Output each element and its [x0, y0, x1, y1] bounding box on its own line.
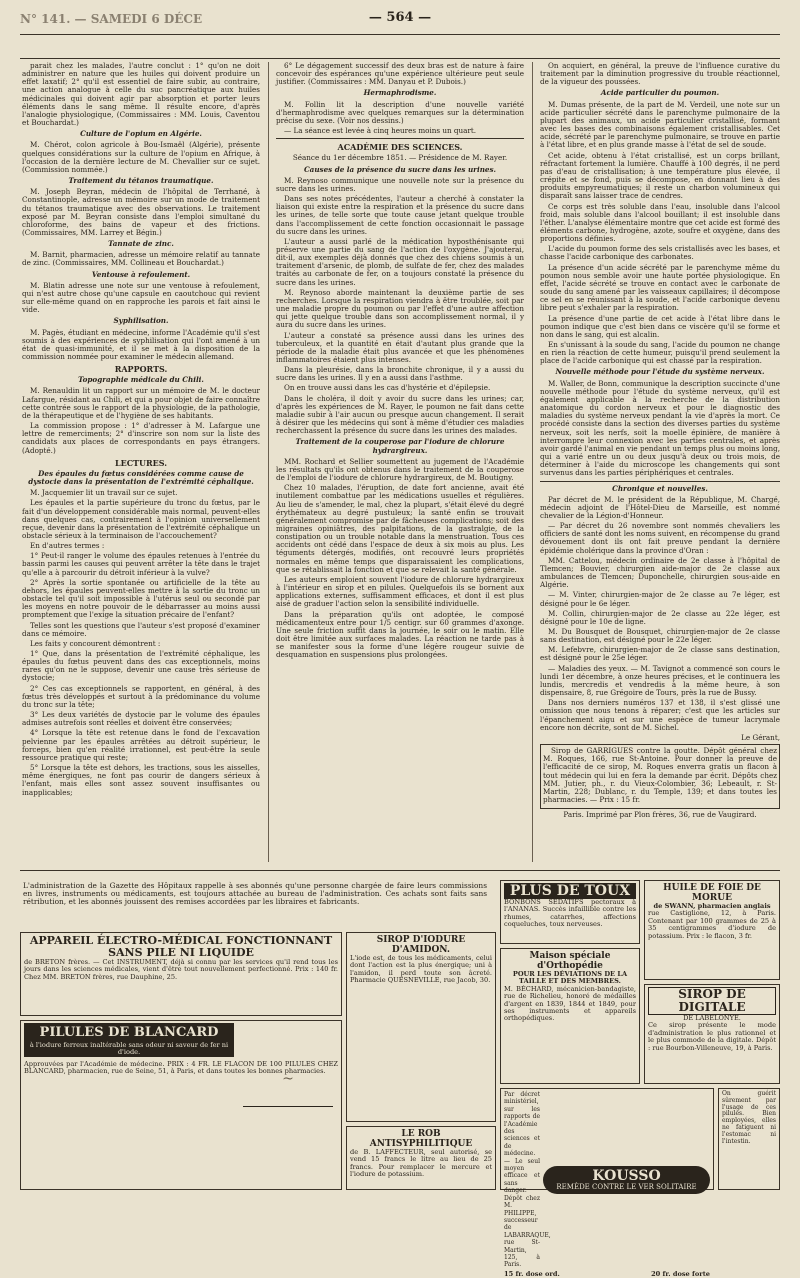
- ad-subtitle: à l'iodure ferreux inaltérable sans odeur ni saveur de fer ni d'iode.: [24, 1042, 234, 1057]
- paragraph: MM. Rochard et Sellier soumettent au jugement de l'Académie les résultats qu'ils ont obtenus dans le traitement de la couperose de l'emploi de l'iodure de chlorure hydrargireux, de M. Boutigny.: [276, 456, 524, 483]
- paragraph: M. Pagès, étudiant en médecine, informe l'Académie qu'il s'est soumis à des expériences de syphilisation qui l'ont amené à un état de quasi-immunité, et il se met à la disposition de la commission nommée pour examiner le médecin allemand.: [22, 327, 260, 361]
- ad-plus-de-toux: [500, 880, 640, 944]
- paragraph: parait chez les malades, l'autre conclut : 1° qu'on ne doit administrer en nature que les huiles qui doivent produire un effet laxatif; 2° qu'il est essentiel de faire subir, au contraire, une action analogue à celle du suc pancréatique aux huiles médicinales qui doivent agir par absorption et porter leurs éléments dans le sang même. Il résulte encore, d'après l'analogie physiologique, (Commissaires : MM. Louis, Caventou et Bouchardat.): [22, 61, 260, 128]
- paragraph: La présence d'une partie de cet acide à l'état libre dans le poumon indique que c'est bien dans ce viscère qu'il se forme et non dans le sang, qui est alcalin.: [540, 313, 780, 339]
- ad-title: SIROP DE DIGITALE: [648, 987, 776, 1015]
- paragraph: 1° Peut-il ranger le volume des épaules retenues à l'entrée du bassin parmi les causes qui peuvent arrêter la tête dans le trajet qu'elle a à parcourir du détroit inférieur à la vulve?: [22, 551, 260, 577]
- price-ordinary: 15 fr. dose ord.: [504, 1269, 560, 1278]
- header-rule-2: [20, 58, 780, 59]
- ad-kousso: [500, 1088, 714, 1278]
- paragraph: M. Lefebvre, chirurgien-major de 2e classe sans destination, est désigné pour le 25e léger.: [540, 645, 780, 663]
- paragraph: 5° Lorsque la tête est dehors, les tractions, sous les aisselles, même énergiques, ne font pas courir de dangers sérieux à l'enfant, mais elles sont assez souvent insuffisantes ou inapplicables;: [22, 763, 260, 797]
- paragraph: Dans ses notes précédentes, l'auteur a cherché à constater la liaison qui existe entre la respiration et la présence du sucre dans les urines, de telle sorte que toute cause jetant quelque trouble dans l'accomplissement de cette fonction occasionnait le passage du sucre dans les urines.: [276, 194, 524, 236]
- section-heading: Ventouse à refoulement.: [91, 269, 191, 279]
- header-rule: [20, 34, 780, 35]
- paragraph: — La séance est levée à cinq heures moins un quart.: [284, 126, 477, 136]
- paragraph: Dans nos derniers numéros 137 et 138, il s'est glissé une omission que nous tenons à réparer; c'est que les articles sur l'épanchement aigu et sur une espèce de tumeur lacrymale encore non décrite, sont de M. Sichel.: [540, 698, 780, 732]
- ad-title: PLUS DE TOUX: [504, 883, 636, 899]
- administration-notice: L'administration de la Gazette des Hôpitaux rappelle à ses abonnés qu'une personne chargée de faire leurs commissions en livres, instruments ou médicaments, est toujours attachée au bureau de l'administration. Ces achats sont faits sans rétribution, et les abonnés jouissent des remises accordées par les libraires et fabricants.: [23, 881, 487, 907]
- ad-text: L'iode est, de tous les médicaments, celui dont l'action est la plus énergique; uni à l'amidon, il perd toute son âcreté. Pharmacie QUESNEVILLE, rue Jacob, 30.: [350, 954, 492, 985]
- paragraph: L'auteur a aussi parlé de la médication hyposthénisante qui préserve une partie du sang de l'action de l'oxygène. J'ajouterai, dit-il, aux exemples déjà donnés que chez des chiens soumis à un traitement d'arsenic, de plomb, de sulfate de fer, chez des malades traités au carbonate de fer, on a toujours constaté la présence du sucre dans les urines.: [276, 236, 524, 287]
- column-2: [276, 62, 524, 862]
- paragraph: M. Follin lit la description d'une nouvelle variété d'hermaphrodisme avec quelques remarques sur la détermination précise du sexe. (Voir nos dessins.): [276, 99, 524, 125]
- paragraph: M. Barnit, pharmacien, adresse un mémoire relatif au tannate de zinc. (Commissaires, MM. Collineau et Bouchardat.): [22, 250, 260, 268]
- ad-rob-antisyphilitique: [346, 1126, 496, 1190]
- section-heading: Hermaphrodisme.: [363, 88, 437, 98]
- paragraph: — Maladies des yeux. — M. Tavignot a commencé son cours le lundi 1er décembre, à onze heures précises, et le continuera les lundis, mercredis et vendredis à la même heure, à son dispensaire, 8, rue Grégoire de Tours, près la rue de Bussy.: [540, 663, 780, 698]
- ads-rule: [20, 870, 780, 871]
- paragraph: M. Reynoso aborde maintenant la deuxième partie de ses recherches. Lorsque la respiration viendra à être troublée, soit par une maladie propre du poumon ou par l'effet d'une autre affection qui jette quelque trouble dans son accomplissement normal, il y aura du sucre dans les urines.: [276, 287, 524, 330]
- paragraph: En d'autres termes :: [30, 541, 105, 551]
- ad-huile-foie-morue: [644, 880, 780, 980]
- paragraph: 6° Le dégagement successif des deux bras est de nature à faire concevoir des espérances qu'une expérience ultérieure peut seule justifier. (Commissaires : MM. Danyau et P. Dubois.): [276, 61, 524, 87]
- garrigues-ad: Sirop de GARRIGUES contre la goutte. Dépôt général chez M. Roques, 166, rue St-Antoine. Pour donner la preuve de l'efficacité de ce sirop, M. Roques enverra gratis un flacon à tout médecin qui lui en fera la demande par écrit. Dépôts chez MM. Jutier, ph., r. du Vieux-Colombier, 36; Lebeault, r. St-Martin, 228; Dublanc, r. du Temple, 139; et dans toutes les pharmacies. — Prix : 15 fr.: [543, 746, 777, 804]
- ad-title: LE ROB ANTISYPHILITIQUE: [369, 1129, 473, 1149]
- section-heading: Syphilisation.: [113, 316, 169, 326]
- paragraph: L'auteur a constaté sa présence aussi dans les urines des tuberculeux, et la quantité en était d'autant plus grande que la période de la maladie était plus avancée et que les phénomènes inflammatoires étaient plus intenses.: [276, 330, 524, 364]
- section-heading: Causes de la présence du sucre dans les urines.: [303, 164, 497, 174]
- paragraph: Les auteurs emploient souvent l'iodure de chlorure hydrargireux à l'intérieur en sirop et en pilules. Quelquefois ils se bornent aux applications externes, suffisamment efficaces, et dont il est plus aisé de graduer l'action selon la sensibilité individuelle.: [276, 574, 524, 609]
- paragraph: Les faits y concourent démontrent :: [30, 638, 161, 648]
- ad-subtitle: REMÈDE CONTRE LE VER SOLITAIRE: [556, 1182, 697, 1191]
- ad-title: SIROP D'IODURE D'AMIDON.: [376, 935, 466, 955]
- ad-text: de BRETON frères. — Cet INSTRUMENT, déjà si connu par les services qu'il rend tous les jours dans les sciences médicales, vient d'être tout nouvellement perfectionné. Prix : 140 fr. Chez MM. BRETON frères, rue Dauphine, 25.: [24, 958, 338, 981]
- ad-sirop-iodure: [346, 932, 496, 1122]
- paragraph: Dans la préparation qu'ils ont adoptée, le composé médicamenteux entre pour 1/5 centigr. sur 60 grammes d'axonge. Une seule friction suffit dans la journée, le soir ou le matin. Elle doit être limitée aux surfaces malades. La réaction ne tarde pas à se manifester sous la forme d'une légère rougeur suivie de desquamation en suspensions plus prolongées.: [276, 609, 524, 660]
- paragraph: En s'unissant à la soude du sang, l'acide du poumon ne change en rien la réaction de cette humeur, puisqu'il prend seulement la place de l'acide carbonique qui est chassé par la respiration.: [540, 340, 780, 366]
- paragraph: M. Dumas présente, de la part de M. Verdeil, une note sur un acide particulier sécrété dans le parenchyme pulmonaire de la plupart des animaux, un acide particulier cristallisé, formant avec les bases des combinaisons également cristallisables. Cet acide, sécrété par le parenchyme pulmonaire, se trouve en partie à l'état libre, et en plus grande masse à l'état de sel de soude.: [540, 99, 780, 150]
- paragraph: Cet acide, obtenu à l'état cristallisé, est un corps brillant, réfractant fortement la lumière. Chauffé à 100 degrés, il ne perd pas d'eau de cristallisation; à une température plus élevée, il crépite et se fond, puis se décompose, en donnant lieu à des produits empyreumatiques; il reste un charbon volumineux qui disparaît sans laisser trace de cendres.: [540, 150, 780, 201]
- ad-text: Approuvées par l'Académie de médecine. PRIX : 4 FR. LE FLACON DE 100 PILULES CHEZ BLANCARD, pharmacien, rue de Seine, 51, à Paris, et dans toutes les bonnes pharmacies.: [24, 1059, 338, 1076]
- price-strong: 20 fr. dose forte: [651, 1269, 710, 1278]
- signature-line: Le Gérant,: [741, 732, 780, 742]
- section-heading: Tannate de zinc.: [108, 239, 174, 249]
- section-heading: Nouvelle méthode pour l'étude du système nerveux.: [555, 367, 765, 377]
- printer-line: Paris. Imprimé par Plon frères, 36, rue de Vaugirard.: [563, 810, 757, 820]
- ad-text: Par décret ministériel, sur les rapports de l'Académie des sciences et de médecine. — Le seul moyen efficace et sans danger. Dépôt chez M. PHILIPPE, successeur de LABARRAQUE, rue St-Martin, 125, à Paris.: [504, 1091, 551, 1269]
- paragraph: La présence d'un acide sécrété par le parenchyme même du poumon nous semble avoir une haute portée physiologique. En effet, l'acide sécrété se trouve en contact avec le carbonate de soude du sang amené par les vaisseaux capillaires; il décompose ce sel en se réunissant à la soude, et l'acide carbonique devenu libre peut s'exhaler par la respiration.: [540, 262, 780, 313]
- ad-title: HUILE DE FOIE DE MORUE: [663, 883, 761, 903]
- session-line: Séance du 1er décembre 1851. — Présidence de M. Rayer.: [292, 153, 508, 163]
- section-heading: Chronique et nouvelles.: [612, 483, 708, 493]
- academy-heading: ACADÉMIE DES SCIENCES.: [337, 142, 463, 153]
- paragraph: Ce corps est très soluble dans l'eau, insoluble dans l'alcool froid, mais soluble dans l'alcool bouillant; il est insoluble dans l'éther. L'analyse élémentaire montre que cet acide est formé des éléments carbone, hydrogène, azote, soufre et oxygène, dans des proportions définies.: [540, 201, 780, 244]
- ad-subtitle: de SWANN, pharmacien anglais: [653, 902, 771, 910]
- paragraph: M. Du Bousquet de Bousquet, chirurgien-major de 2e classe sans destination, est désigné pour le 22e léger.: [540, 627, 780, 645]
- paragraph: Par décret de M. le président de la République, M. Chargé, médecin adjoint de l'Hôtel-Dieu de Marseille, est nommé chevalier de la Légion-d'Honneur.: [540, 494, 780, 520]
- ad-pilules-side: [718, 1088, 780, 1190]
- paragraph: M. Renauldin lit un rapport sur un mémoire de M. le docteur Lafargue, résidant au Chili, et qui a pour objet de faire connaître cette contrée sous le rapport de la physiologie, de la pathologie, de la thérapeutique et de l'hygiène de ses habitants.: [22, 386, 260, 420]
- section-heading: RAPPORTS.: [114, 364, 168, 375]
- section-heading: Des épaules du fœtus considérées comme cause de dystocie dans la présentation de l'extrémité céphalique.: [28, 468, 254, 487]
- ad-text: BONBONS SÉDATIFS pectoraux à l'ANANAS. Succès infaillible contre les rhumes, catarrhes, affections coqueluches, toux nerveuses.: [504, 898, 636, 929]
- paragraph: On en trouve aussi dans les cas d'hystérie et d'épilepsie.: [284, 383, 491, 393]
- section-heading: Topographie médicale du Chili.: [78, 375, 204, 385]
- issue-label: N° 141. — SAMEDI 6 DÉCE: [20, 12, 203, 26]
- ad-title: PILULES DE BLANCARD: [24, 1023, 234, 1042]
- column-3: [540, 62, 780, 862]
- ad-subtitle: DE LABÉLONYE.: [683, 1014, 741, 1022]
- column-divider: [532, 62, 533, 862]
- paragraph: On acquiert, en général, la preuve de l'influence curative du traitement par la diminution progressive du trouble réactionnel, de la vigueur des poussées.: [540, 61, 780, 87]
- section-heading: Traitement de la couperose par l'iodure de chlorure hydrargireux.: [295, 437, 505, 455]
- page-number: — 564 —: [368, 10, 432, 25]
- ad-title: Maison spéciale d'Orthopédie: [529, 951, 611, 971]
- paragraph: Telles sont les questions que l'auteur s'est proposé d'examiner dans ce mémoire.: [22, 620, 260, 638]
- ad-text: Ce sirop présente le mode d'administration le plus rationnel et le plus commode de la digitale. Dépôt : rue Bourbon-Villeneuve, 19, à Paris.: [648, 1021, 776, 1052]
- column-divider: [268, 62, 269, 862]
- paragraph: M. Joseph Beyran, médecin de l'hôpital de Terrhané, à Constantinople, adresse un mémoire sur un mode de traitement du tétanos traumatique avec des observations. Le traitement exposé par M. Beyran consiste dans l'emploi simultané du chloroforme, des bains de vapeur et des frictions. (Commissaires, MM. Larrey et Bégin.): [22, 187, 260, 237]
- paragraph: Chez 10 malades, l'éruption, de date fort ancienne, avait été inutilement combattue par les médications usuelles et régulières. Au lieu de s'amender, le mal, chez la plupart, s'était élevé du degré érythémateux au degré pustuleux; la santé enfin se trouvait généralement compromise par de fâcheuses complications; soit des migraines opiniâtres, des palpitations, de la gastralgie, de la constipation ou un trouble notable dans la menstruation. Tous ces accidents ont cédé dans l'espace de deux à six mois au plus. Les téguments détergés, modifiés, ont recouvré leurs propriétés normales en même temps que disparaissaient les complications, que se rétablissait la fonction et que se relevait la santé générale.: [276, 483, 524, 574]
- ad-sirop-digitale: [644, 984, 780, 1084]
- paragraph: M. Jacquemier lit un travail sur ce sujet.: [30, 488, 178, 498]
- paragraph: 1° Que, dans la présentation de l'extrémité céphalique, les épaules du fœtus peuvent dans des cas exceptionnels, moins rares qu'on ne le suppose, devenir une cause très sérieuse de dystocie;: [22, 649, 260, 683]
- paragraph: 2° Ces cas exceptionnels se rapportent, en général, à des fœtus très développés et surtout à la prédominance du volume du tronc sur la tête;: [22, 683, 260, 709]
- ad-subtitle: POUR LES DÉVIATIONS DE LA TAILLE ET DES MEMBRES.: [512, 970, 628, 986]
- paragraph: 4° Lorsque la tête est retenue dans le fond de l'excavation pelvienne par les épaules arrêtées au détroit supérieur, le forceps, bien qu'en réalité irrationnel, est peut-être la seule ressource pratique qui reste;: [22, 728, 260, 762]
- paragraph: M. Collin, chirurgien-major de 2e classe au 22e léger, est désigné pour le 10e de ligne.: [540, 608, 780, 626]
- paragraph: Dans le choléra, il doit y avoir du sucre dans les urines; car, d'après les expériences de M. Rayer, le poumon ne fait dans cette maladie subir à l'air aucun ou presque aucun changement. Il serait à désirer que les médecins qui sont à même d'étudier ces maladies recherchassent la présence du sucre dans les urines des malades.: [276, 393, 524, 436]
- paragraph: MM. Cattelou, médecin ordinaire de 2e classe à l'hôpital de Tlemcen; Bouvier, chirurgien aide-major de 2e classe aux ambulances de Tlemcen; Duponchelle, chirurgien sous-aide en Algérie.: [540, 555, 780, 590]
- paragraph: M. Chérot, colon agricole à Bou-Ismaël (Algérie), présente quelques considérations sur la culture de l'opium en Afrique, à l'occasion de la dernière lecture de M. Chevallier sur ce sujet. (Commission nommée.): [22, 140, 260, 174]
- paragraph: — Par décret du 26 novembre sont nommés chevaliers les officiers de santé dont les noms suivent, en récompense du grand dévouement dont ils ont fait preuve pendant la dernière épidémie cholérique dans la province d'Oran :: [540, 521, 780, 555]
- paragraph: Les épaules et la partie supérieure du tronc du fœtus, par le fait d'un développement considérable mais normal, peuvent-elles dans quelques cas, contrairement à l'opinion universellement reçue, devenir dans la présentation de l'extrémité céphalique un obstacle sérieux à la terminaison de l'accouchement?: [22, 498, 260, 540]
- ad-pilules-blancard: [20, 1020, 342, 1190]
- ad-orthopedie: [500, 948, 640, 1084]
- ad-text: rue Castiglione, 12, à Paris. Contenant par 100 grammes de 25 à 35 centigrammes d'iodure de potassium. Prix : le flacon, 3 fr.: [648, 909, 776, 940]
- section-heading: Acide particulier du poumon.: [600, 88, 720, 98]
- paragraph: M. Reynoso communique une nouvelle note sur la présence du sucre dans les urines.: [276, 175, 524, 193]
- paragraph: M. Blatin adresse une note sur une ventouse à refoulement, qui n'est autre chose qu'une capsule en caoutchouc qui revient sur elle-même quand on en rapproche les parois et fait ainsi le vide.: [22, 280, 260, 315]
- ad-title: KOUSSO: [592, 1167, 661, 1184]
- paragraph: — M. Vinter, chirurgien-major de 2e classe au 7e léger, est désigné pour le 6e léger.: [540, 590, 780, 608]
- signature-flourish: ~: [243, 1076, 333, 1107]
- ad-appareil-electro: [20, 932, 342, 1016]
- section-heading: LECTURES.: [114, 457, 168, 468]
- column-1: [22, 62, 260, 862]
- section-heading: Culture de l'opium en Algérie.: [80, 129, 202, 139]
- page-header: [20, 10, 780, 32]
- ad-text: On guérit sûrement par l'usage de ces pilules. Bien employées, elles ne fatiguent ni l'estomac ni l'intestin.: [722, 1090, 776, 1145]
- paragraph: La commission propose : 1° d'adresser à M. Lafargue une lettre de remerciments; 2° d'inscrire son nom sur la liste des candidats aux places de correspondants en pays étrangers. (Adopté.): [22, 421, 260, 455]
- paragraph: L'acide du poumon forme des sels cristallisés avec les bases, et chasse l'acide carbonique des carbonates.: [540, 244, 780, 262]
- paragraph: M. Waller, de Bonn, communique la description succincte d'une nouvelle méthode pour l'étude du système nerveux, qu'il est également applicable à la recherche de la distribution anatomique du cordon nerveux et pour le diagnostic des maladies du système nerveux pendant la vie d'après la mort. Ce procédé consiste dans la section des diverses parties du système nerveux, soit les nerfs, soit la moelle épinière, de manière à interrompre leur connexion avec les parties centrales, et après avoir gardé l'animal en vie pendant un temps plus ou moins long, qui a varié entre un ou deux jusqu'à deux ou trois mois, de déterminer à l'aide du microscope les changements qui sont survenus dans les parties périphériques et centrales.: [540, 378, 780, 478]
- ad-text: de B. LAFFECTEUR, seul autorisé, se vend 15 francs le litre au lieu de 25 francs. Pour remplacer le mercure et l'iodure de potassium.: [350, 1148, 492, 1179]
- paragraph: 3° Les deux variétés de dystocie par le volume des épaules admises autrefois sont réelles et doivent être conservées;: [22, 710, 260, 728]
- ad-text: M. BÉCHARD, mécanicien-bandagiste, rue de Richelieu, honoré de médailles d'argent en 1839, 1844 et 1849, pour ses instruments et appareils orthopédiques.: [504, 984, 636, 1023]
- section-heading: Traitement du tétanos traumatique.: [68, 176, 214, 186]
- advertisements: [20, 880, 780, 1278]
- paragraph: 2° Après la sortie spontanée ou artificielle de la tête au dehors, les épaules peuvent-elles mettre à la sortie du tronc un obstacle tel qu'il soit impossible à l'utérus seul ou secondé par les moyens en notre pouvoir de le débarrasser au moins aussi promptement que l'exige la situation précaire de l'enfant?: [22, 577, 260, 620]
- paragraph: Dans la pleurésie, dans la bronchite chronique, il y a aussi du sucre dans les urines. Il y en a aussi dans l'asthme.: [276, 365, 524, 383]
- ad-title: APPAREIL ÉLECTRO-MÉDICAL FONCTIONNANT SANS PILE NI LIQUIDE: [29, 934, 333, 959]
